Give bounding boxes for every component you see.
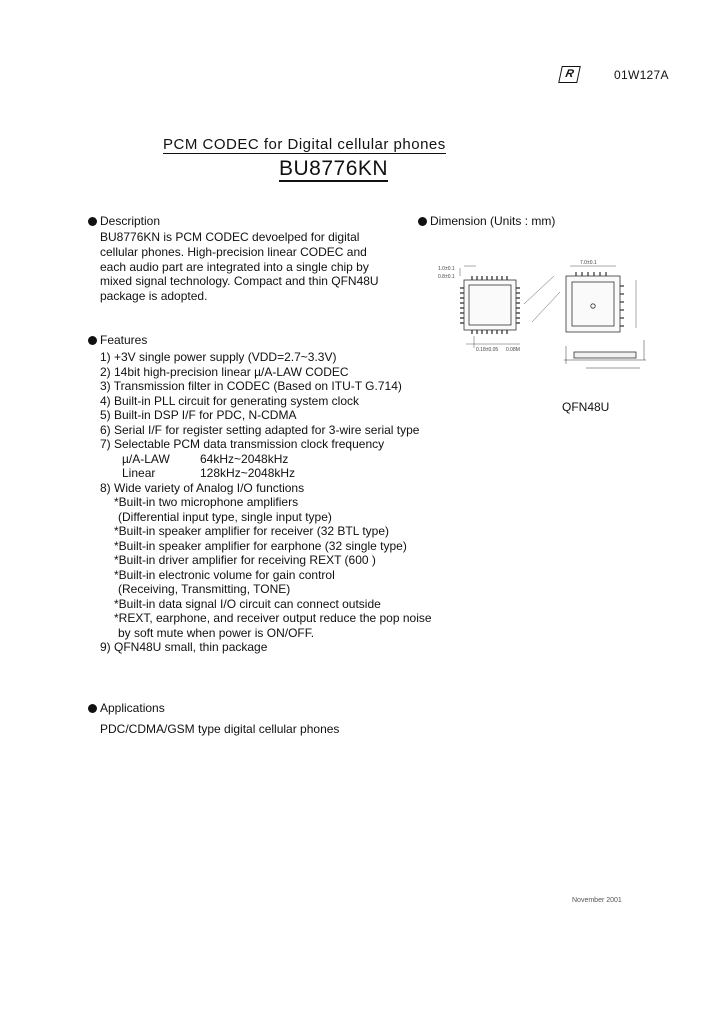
part-number: BU8776KN <box>279 157 389 180</box>
analog-item: *Built-in electronic volume for gain control <box>114 567 335 582</box>
bullet-icon <box>88 336 97 345</box>
description-line: cellular phones. High-precision linear CODEC and <box>100 244 367 259</box>
clock-range: 64kHz~2048kHz <box>200 451 289 466</box>
clock-row <box>100 466 432 481</box>
package-dimension-drawing <box>436 256 660 388</box>
chip-side-view <box>564 340 646 368</box>
description-line: each audio part are integrated into a single chip by <box>100 259 369 274</box>
description-line: mixed signal technology. Compact and thin QFN48U <box>100 274 379 289</box>
feature-item: 2) 14bit high-precision linear µ/A-LAW CODEC <box>100 364 349 379</box>
feature-item: 5) Built-in DSP I/F for PDC, N-CDMA <box>100 408 297 422</box>
analog-item: (Differential input type, single input type) <box>118 509 332 524</box>
description-heading-text: Description <box>100 214 161 228</box>
analog-item: *Built-in data signal I/O circuit can connect outside <box>114 596 381 611</box>
feature-item: 3) Transmission filter in CODEC (Based on ITU-T G.714) <box>100 379 402 393</box>
feature-item: 1) +3V single power supply (VDD=2.7~3.3V) <box>100 350 337 364</box>
chip-top-view <box>464 280 516 330</box>
package-label: QFN48U <box>562 400 610 414</box>
logo-letter: R <box>564 68 575 80</box>
dim-label-e: 0.08M <box>506 347 520 353</box>
feature-item: 7) Selectable PCM data transmission clock frequency <box>100 437 385 451</box>
chip-bottom-view <box>566 276 620 332</box>
description-heading <box>88 214 160 228</box>
analog-item: by soft mute when power is ON/OFF. <box>118 625 315 640</box>
feature-item: 6) Serial I/F for register setting adapted for 3-wire serial type <box>100 422 420 437</box>
page-title: PCM CODEC for Digital cellular phones <box>163 136 446 153</box>
applications-text: PDC/CDMA/GSM type digital cellular phones <box>100 722 340 736</box>
dimension-heading-text: Dimension (Units : mm) <box>430 214 556 228</box>
dim-label-d: 0.18±0.05 <box>476 347 499 353</box>
footer-date: November 2001 <box>572 897 622 904</box>
document-code: 01W127A <box>614 68 669 82</box>
feature-item: 9) QFN48U small, thin package <box>100 640 268 654</box>
dim-label-a: 1.0±0.1 <box>438 266 455 272</box>
dimension-heading <box>418 214 555 228</box>
analog-item: *Built-in driver amplifier for receiving REXT (600 ) <box>114 553 376 567</box>
applications-heading <box>88 701 165 715</box>
analog-item: *Built-in speaker amplifier for earphone (32 single type) <box>114 538 407 553</box>
bullet-icon <box>88 704 97 713</box>
analog-item: *Built-in speaker amplifier for receiver (32 BTL type) <box>114 524 389 538</box>
clock-range: 128kHz~2048kHz <box>200 466 296 480</box>
feature-item: 8) Wide variety of Analog I/O functions <box>100 480 305 495</box>
features-heading-text: Features <box>100 333 148 347</box>
features-heading <box>88 333 147 347</box>
description-line: BU8776KN is PCM CODEC devoelped for digital <box>100 230 360 244</box>
description-body <box>100 230 379 304</box>
features-list <box>100 350 432 655</box>
applications-heading-text: Applications <box>100 701 165 715</box>
dim-label-c: 7.0±0.1 <box>580 260 597 266</box>
analog-item: (Receiving, Transmitting, TONE) <box>118 582 291 596</box>
clock-row <box>100 452 432 467</box>
clock-mode: Linear <box>122 466 156 480</box>
rohm-logo <box>558 66 581 83</box>
bullet-icon <box>88 217 97 226</box>
bullet-icon <box>418 217 427 226</box>
description-line: package is adopted. <box>100 289 208 304</box>
feature-item: 4) Built-in PLL circuit for generating system clock <box>100 393 359 408</box>
analog-item: *REXT, earphone, and receiver output reduce the pop noise <box>114 611 432 625</box>
clock-mode: µ/A-LAW <box>122 451 170 466</box>
analog-item: *Built-in two microphone amplifiers <box>114 495 299 509</box>
dim-label-b: 0.8±0.1 <box>438 274 455 280</box>
